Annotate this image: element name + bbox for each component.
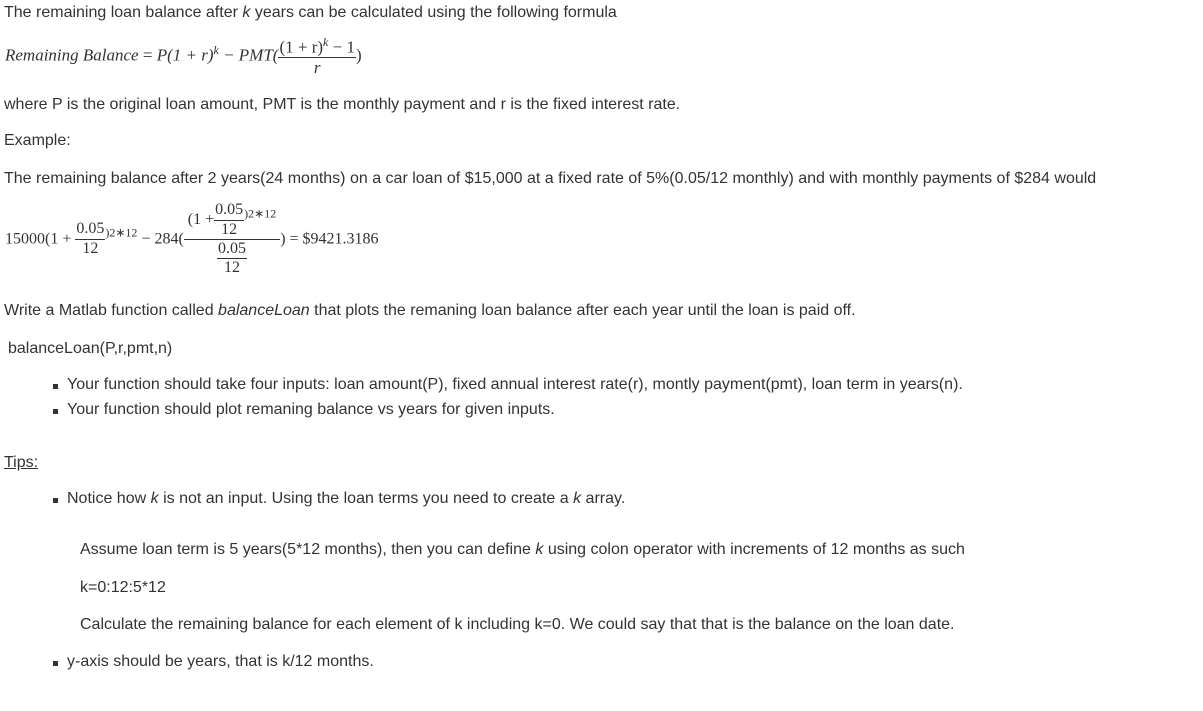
example-label: Example: — [4, 132, 71, 149]
example-big-fraction: (1 + $\frac{0.05}{12}$ $^{)2∗12}$ $\frac{0.05}{12}$ — [184, 202, 280, 277]
task-text: Write a Matlab function called balanceLoan that plots the remaning loan balance after each year until the loan is paid off. — [4, 302, 856, 319]
tips-list-2 — [67, 653, 374, 671]
formula-fraction: $\frac{(1 + r)^k - 1}{r}$ — [279, 35, 355, 78]
intro-text: The remaining loan balance after k years can be calculated using the following formula — [4, 4, 617, 21]
function-signature: balanceLoan(P,r,pmt,n) — [8, 340, 173, 357]
tip-k-definition: k=0:12:5*12 — [80, 579, 166, 596]
balance-formula: Remaining Balance = $P(1 + r)^k - PMT$( $\frac{(1 + r)^k - 1}{r}$ ) — [5, 35, 362, 78]
example-formula: 15000(1 + $\frac{0.05}{12}$ $^{)2∗12}$ − 284( (1 + $\frac{0.05}{12}$ $^{)2∗12}$ $\frac{0.05}{12}$ ) = $9421.3186 — [5, 201, 379, 277]
tips-list — [67, 490, 625, 508]
tip-calc: Calculate the remaining balance for each element of k including k=0. We could say that that is the balance on the loan date. — [80, 616, 955, 633]
list-item: y-axis should be years, that is k/12 months. — [67, 653, 374, 670]
example-text: The remaining balance after 2 years(24 months) on a car loan of $15,000 at a fixed rate of 5%(0.05/12 monthly) and with monthly payments of $284 would — [4, 170, 1097, 187]
list-item: Your function should plot remaning balance vs years for given inputs. — [67, 401, 963, 426]
tips-label: Tips: — [4, 454, 39, 471]
requirements-list — [67, 376, 963, 426]
tip-assume: Assume loan term is 5 years(5*12 months), then you can define k using colon operator with increments of 12 months as such — [80, 541, 965, 558]
where-text: where P is the original loan amount, PMT is the monthly payment and r is the fixed interest rate. — [4, 96, 681, 113]
list-item: Notice how k is not an input. Using the loan terms you need to create a k array. — [67, 490, 626, 507]
list-item: Your function should take four inputs: loan amount(P), fixed annual interest rate(r), montly payment(pmt), loan term in years(n). — [67, 376, 963, 401]
